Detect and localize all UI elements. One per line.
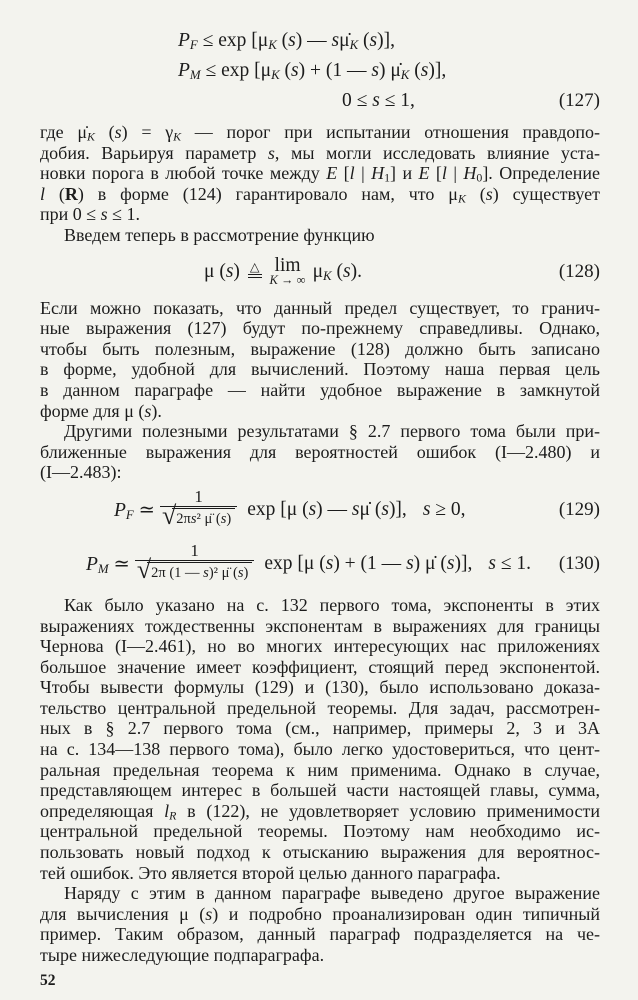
text-line: пользовать новый подход к отысканию выражения для вероятнос- — [40, 842, 600, 863]
formula-condition: s ≥ 0, — [422, 498, 466, 520]
text-line: добия. Варьируя параметр s, мы могли исследовать влияние уста- — [40, 142, 600, 163]
formula-pf-bound: PF ≤ exp [μK (s) — sμ̇K (s)], — [178, 30, 395, 52]
paragraph-threshold — [40, 122, 600, 225]
text-line: выражениях тождественны экспонентам в выражениях для границы — [40, 615, 600, 636]
text-line: Если можно показать, что данный предел существует, то гранич- — [40, 297, 600, 318]
paragraph-limit-discussion — [40, 298, 600, 422]
text-line: для вычисления μ (s) и подробно проанализирован один типичный — [40, 903, 600, 924]
formula-pm-approx: PM ≃ — [86, 553, 130, 576]
formula-pm-bound: PM ≤ exp [μK (s) + (1 — s) μ̇K (s)], — [178, 60, 447, 82]
equation-127-line-2 — [178, 56, 600, 86]
square-root — [162, 501, 235, 531]
fraction — [135, 542, 255, 585]
equation-127-line-1 — [178, 26, 600, 56]
text-line: Чтобы вывести формулы (129) и (130), было использовано доказа- — [40, 677, 600, 698]
text-line: большое значение имеет коэффициент, стоящий перед экспонентой. — [40, 656, 600, 677]
text-line: ральная предельная теорема к ним применима. Однако в случае, — [40, 759, 600, 780]
radicand: 2πs² μ̈ (s) — [172, 508, 235, 528]
text-line: Как было указано на с. 132 первого тома, экспоненты в этих — [64, 594, 600, 615]
formula-mu-k-s: μK (s). — [312, 260, 362, 283]
text-line: (I—2.483): — [40, 462, 122, 483]
text-line: где μ̇K (s) = γK — порог при испытании отношения правдопо- — [40, 122, 600, 143]
text-line: ные выражения (127) будут по-прежнему справедливы. Однако, — [40, 318, 600, 339]
formula-mu-s: μ (s) — [204, 260, 240, 282]
fraction — [160, 488, 237, 531]
text-line: l (R) в форме (124) гарантировало нам, что μK (s) существует — [40, 183, 600, 205]
text-line: тыре нижеследующие подпараграфа. — [40, 945, 325, 965]
text-line: тей ошибок. Это является второй целью данного параграфа. — [40, 862, 501, 883]
equation-127-line-3 — [40, 86, 600, 116]
equation-number-129: (129) — [558, 498, 600, 520]
text-line: Наряду с этим в данном параграфе выведено другое выражение — [64, 883, 600, 904]
text-line: форме для μ (s). — [40, 400, 162, 421]
radical-sign-icon: √ — [136, 555, 152, 585]
equation-129 — [40, 483, 600, 537]
text-line: пример. Таким образом, данный параграф подразделяется на че- — [40, 924, 600, 945]
text-line: определяющая lR в (122), не удовлетворяет условию применимости — [40, 800, 600, 822]
text-line: ных в § 2.7 первого тома (см., например, примеры 2, 3 и 3А — [40, 718, 600, 739]
fraction-numerator: 1 — [190, 541, 199, 561]
text-line: ближенные выражения для вероятностей ошибок (I—2.480) и — [40, 441, 600, 462]
paragraph-section-outline — [40, 883, 600, 965]
text-line: центральной предельной теоремы. Поэтому нам необходимо ис- — [40, 821, 600, 842]
equation-127 — [40, 26, 600, 116]
delta-equals-symbol: △ — [248, 262, 262, 278]
formula-condition: s ≤ 1. — [488, 552, 531, 574]
fraction-denominator — [160, 501, 237, 531]
square-root — [136, 555, 253, 585]
radicand: 2π (1 — s)² μ̈ (s) — [147, 562, 252, 582]
limit-subscript: K → ∞ — [269, 273, 306, 288]
equation-number-127: (127) — [558, 90, 600, 111]
text-line: представляющем интерес в большей части настоящей главы, сумма, — [40, 780, 600, 801]
fraction-denominator — [135, 555, 255, 585]
limit-label: lim — [274, 255, 301, 277]
paragraph-other-results — [40, 421, 600, 483]
text-line: новки порога в любой точке между E [l | H1] и E [l | H0]. Определение — [40, 163, 600, 184]
fraction-numerator: 1 — [194, 487, 203, 507]
text-line: чтобы быть полезным, выражение (128) должно быть записано — [40, 338, 600, 359]
text-line: Чернова (I—2.461), но во многих интересующих нас приложениях — [40, 636, 600, 657]
text-line: в данном параграфе — найти удобное выражение в замкнутой — [40, 379, 600, 400]
equation-130 — [40, 537, 600, 591]
text-line: в форме, удобной для вычислений. Поэтому наша первая цель — [40, 359, 600, 380]
radical-sign-icon: √ — [162, 501, 177, 531]
formula-s-range: 0 ≤ s ≤ 1, — [342, 90, 415, 111]
page-number: 52 — [40, 971, 56, 989]
text-line: тельство центральной предельной теоремы. Для задач, рассмотрен- — [40, 697, 600, 718]
paragraph-intro-function — [40, 225, 600, 246]
equation-128 — [40, 252, 600, 292]
equation-number-128: (128) — [558, 260, 600, 282]
limit-operator — [270, 257, 306, 286]
formula-exponent: exp [μ (s) + (1 — s) μ̇ (s)], — [264, 552, 473, 574]
text-line: на с. 134—138 первого тома), было легко удостовериться, что цент- — [40, 739, 600, 760]
paragraph-chernoff-discussion — [40, 595, 600, 883]
text-line: Другими полезными результатами § 2.7 первого тома были при- — [64, 421, 600, 442]
equation-number-130: (130) — [558, 552, 600, 574]
text-line: Введем теперь в рассмотрение функцию — [64, 224, 375, 245]
formula-exponent: exp [μ (s) — sμ̇ (s)], — [247, 498, 407, 520]
text-line: при 0 ≤ s ≤ 1. — [40, 204, 141, 225]
formula-pf-approx: PF ≃ — [114, 499, 155, 522]
